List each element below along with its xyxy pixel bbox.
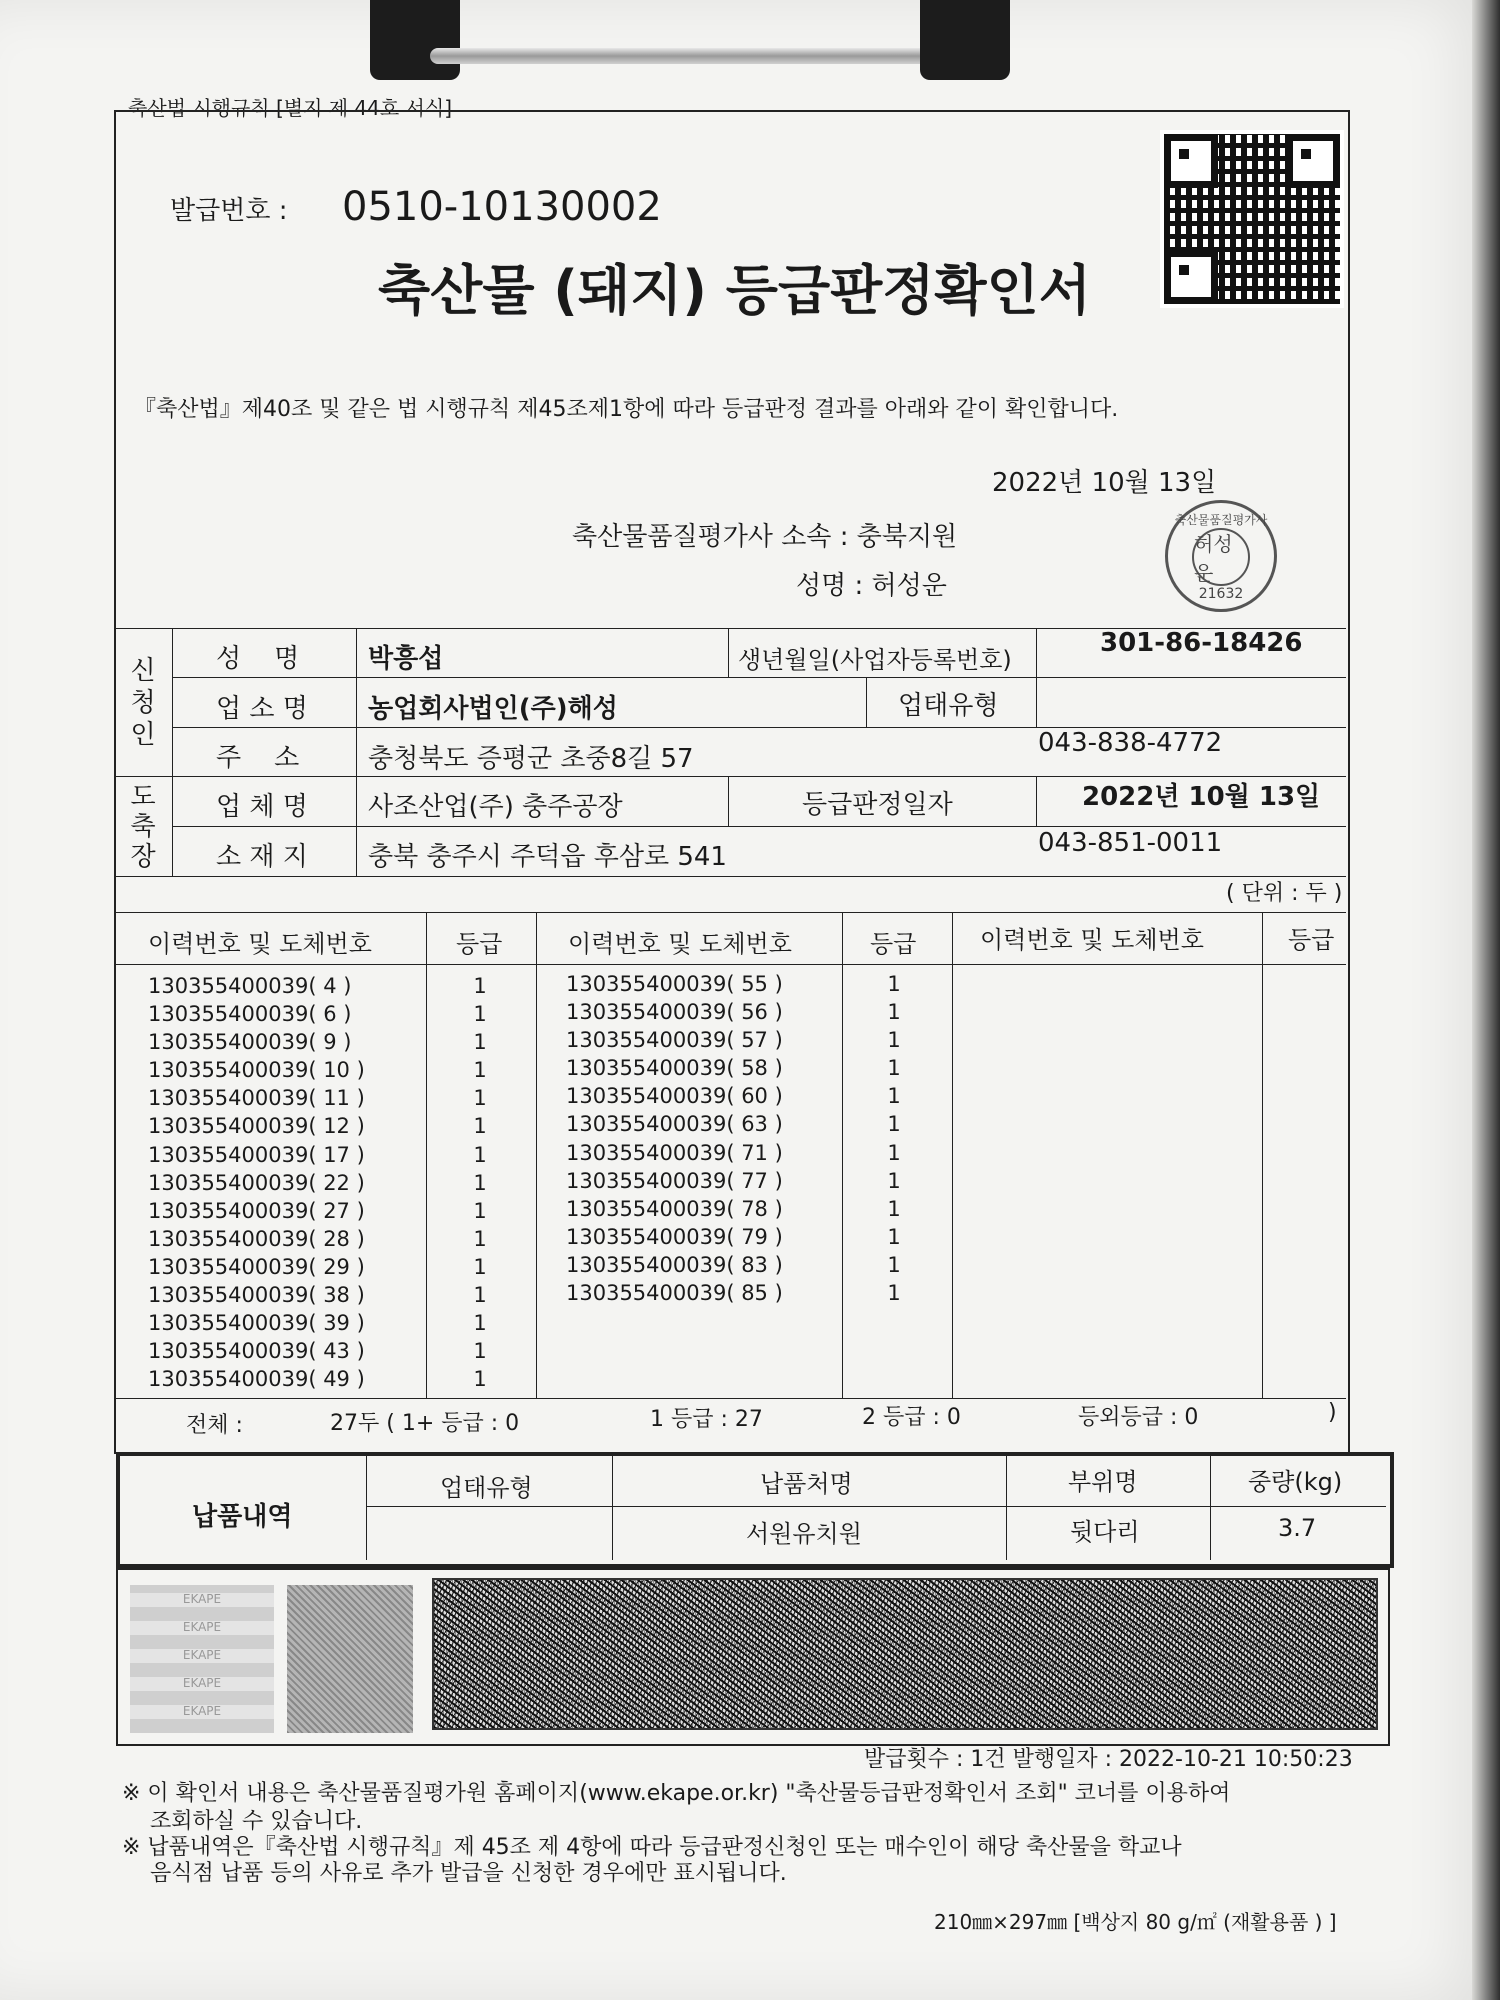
carcass-grade: 1	[473, 1198, 487, 1223]
col1-grade-header: 등급	[456, 930, 503, 958]
note-1a: ※ 이 확인서 내용은 축산물품질평가원 홈페이지(www.ekape.or.kr) "축산물등급판정확인서 조회" 코너를 이용하여	[122, 1781, 1231, 1806]
biztype-label: 업태유형	[898, 691, 999, 721]
carcass-grade: 1	[473, 1142, 487, 1167]
carcass-id: 130355400039( 29 )	[148, 1254, 365, 1279]
carcass-id: 130355400039( 58 )	[566, 1056, 783, 1081]
applicant-name: 박흥섭	[368, 644, 444, 674]
carcass-id: 130355400039( 60 )	[566, 1084, 783, 1109]
carcass-id: 130355400039( 43 )	[148, 1339, 365, 1364]
col1-id-header: 이력번호 및 도체번호	[148, 930, 372, 958]
carcass-grade: 1	[887, 1140, 901, 1165]
slaughterhouse-section-label: 도축장	[130, 782, 156, 872]
delivery-label: 납품내역	[192, 1502, 293, 1532]
carcass-grade: 1	[887, 972, 901, 996]
col3-id-header: 이력번호 및 도체번호	[980, 926, 1204, 954]
carcass-grade: 1	[887, 1224, 901, 1249]
slaughterhouse-name-label: 업 체 명	[216, 792, 308, 822]
carcass-id: 130355400039( 39 )	[148, 1311, 365, 1336]
applicant-section-label: 신청인	[130, 656, 156, 750]
carcass-grade: 1	[473, 1058, 487, 1083]
carcass-grade: 1	[887, 1281, 901, 1306]
delivery-dest-value: 서원유치원	[746, 1520, 862, 1548]
note-1b: 조회하실 수 있습니다.	[150, 1809, 363, 1834]
form-reference: 축산법 시행규칙 [별지 제 44호 서식]	[128, 96, 453, 120]
total-label: 전체 :	[186, 1413, 243, 1438]
intro-text: 『축산법』제40조 및 같은 법 시행규칙 제45조제1항에 따라 등급판정 결과를 아래와 같이 확인합니다.	[134, 397, 1119, 422]
carcass-grade: 1	[887, 1000, 901, 1025]
total-close: )	[1328, 1400, 1337, 1425]
location-label: 소 재 지	[216, 842, 308, 872]
official-seal	[1165, 500, 1277, 612]
delivery-part-value: 뒷다리	[1070, 1518, 1140, 1546]
carcass-grade: 1	[473, 1254, 487, 1279]
carcass-id: 130355400039( 17 )	[148, 1142, 365, 1167]
paper-spec: 210㎜×297㎜ [백상지 80 g/㎡ (재활용품 ) ]	[934, 1910, 1337, 1934]
delivery-weight-value: 3.7	[1278, 1514, 1317, 1542]
seal-arc-text: 축산물품질평가사	[1174, 512, 1268, 527]
carcass-id: 130355400039( 9 )	[148, 1030, 352, 1055]
carcass-grade: 1	[473, 1002, 487, 1027]
carcass-grade: 1	[473, 1226, 487, 1251]
col2-id-list	[566, 970, 783, 1307]
ekape-watermark: EKAPE EKAPE EKAPE EKAPE EKAPE	[130, 1585, 274, 1733]
document-title: 축산물 (돼지) 등급판정확인서	[378, 259, 1091, 322]
company-label: 업 소 명	[216, 694, 308, 724]
birth-label: 생년월일(사업자등록번호)	[738, 646, 1012, 674]
carcass-id: 130355400039( 49 )	[148, 1367, 365, 1392]
carcass-grade: 1	[887, 1056, 901, 1081]
carcass-id: 130355400039( 10 )	[148, 1058, 365, 1083]
clipboard-clip	[370, 0, 1010, 90]
unit-label: ( 단위 : 두 )	[1226, 881, 1343, 906]
delivery-table	[116, 1452, 1394, 1568]
carcass-id: 130355400039( 57 )	[566, 1028, 783, 1053]
carcass-grade: 1	[473, 1311, 487, 1336]
carcass-grade: 1	[473, 1339, 487, 1364]
out-grade-count: 등외등급 : 0	[1078, 1405, 1199, 1430]
carcass-id: 130355400039( 78 )	[566, 1196, 783, 1221]
carcass-grade: 1	[473, 1170, 487, 1195]
carcass-grade: 1	[473, 974, 487, 998]
issue-info: 발급횟수 : 1건 발행일자 : 2022-10-21 10:50:23	[864, 1747, 1353, 1772]
security-pattern	[287, 1585, 413, 1733]
carcass-id: 130355400039( 4 )	[148, 974, 352, 998]
company-name: 농업회사법인(주)해성	[368, 694, 618, 724]
carcass-id: 130355400039( 11 )	[148, 1086, 365, 1111]
delivery-part-header: 부위명	[1068, 1468, 1138, 1496]
delivery-weight-header: 중량(kg)	[1248, 1468, 1343, 1496]
verification-barcode	[432, 1578, 1378, 1730]
grade2-count: 2 등급 : 0	[862, 1405, 961, 1430]
address-label: 주 소	[216, 743, 300, 773]
carcass-grade: 1	[887, 1252, 901, 1277]
carcass-grade: 1	[887, 1084, 901, 1109]
carcass-id: 130355400039( 85 )	[566, 1281, 783, 1306]
evaluator-name: 성명 : 허성운	[796, 571, 947, 601]
carcass-id: 130355400039( 56 )	[566, 1000, 783, 1025]
grading-date-label: 등급판정일자	[802, 790, 953, 820]
carcass-id: 130355400039( 63 )	[566, 1112, 783, 1137]
slaughterhouse-location: 충북 충주시 주덕읍 후삼로 541	[368, 842, 727, 872]
col2-grade-list	[874, 970, 914, 1307]
seal-number: 21632	[1198, 585, 1244, 602]
carcass-id: 130355400039( 6 )	[148, 1002, 352, 1027]
birth-value: 301-86-18426	[1100, 628, 1303, 658]
grade1-count: 1 등급 : 27	[650, 1407, 763, 1432]
col1-id-list	[148, 972, 365, 1393]
applicant-address: 충청북도 증평군 초중8길 57	[368, 744, 694, 774]
carcass-grade: 1	[887, 1112, 901, 1137]
applicant-name-label: 성 명	[216, 644, 300, 674]
slaughterhouse-phone: 043-851-0011	[1038, 828, 1223, 858]
carcass-id: 130355400039( 83 )	[566, 1252, 783, 1277]
qr-code	[1160, 130, 1344, 308]
evaluator-affiliation: 축산물품질평가사 소속 : 충북지원	[572, 522, 958, 552]
carcass-grade: 1	[473, 1283, 487, 1308]
total-head: 27두 ( 1+ 등급 : 0	[330, 1411, 520, 1436]
col2-id-header: 이력번호 및 도체번호	[568, 930, 792, 958]
carcass-id: 130355400039( 12 )	[148, 1114, 365, 1139]
col1-grade-list	[460, 972, 500, 1393]
carcass-id: 130355400039( 55 )	[566, 972, 783, 996]
carcass-grade: 1	[887, 1168, 901, 1193]
applicant-phone: 043-838-4772	[1038, 728, 1223, 758]
note-2a: ※ 납품내역은『축산법 시행규칙』제 45조 제 4항에 따라 등급판정신청인 또는 매수인이 해당 축산물을 학교나	[122, 1835, 1182, 1860]
carcass-grade: 1	[473, 1030, 487, 1055]
carcass-grade: 1	[887, 1028, 901, 1053]
col3-grade-header: 등급	[1288, 926, 1335, 954]
carcass-id: 130355400039( 28 )	[148, 1226, 365, 1251]
issue-number-label: 발급번호 :	[170, 196, 288, 226]
carcass-id: 130355400039( 77 )	[566, 1168, 783, 1193]
carcass-id: 130355400039( 38 )	[148, 1283, 365, 1308]
carcass-id: 130355400039( 27 )	[148, 1198, 365, 1223]
issue-number: 0510-10130002	[342, 184, 662, 230]
carcass-grade: 1	[473, 1367, 487, 1392]
seal-center-text: 허성운	[1194, 531, 1233, 585]
carcass-id: 130355400039( 22 )	[148, 1170, 365, 1195]
slaughterhouse-name: 사조산업(주) 충주공장	[368, 792, 623, 822]
note-2b: 음식점 납품 등의 사유로 추가 발급을 신청한 경우에만 표시됩니다.	[150, 1861, 787, 1886]
delivery-type-header: 업태유형	[440, 1474, 533, 1502]
delivery-dest-header: 납품처명	[760, 1470, 853, 1498]
background-edge	[1472, 0, 1500, 2000]
col2-grade-header: 등급	[870, 930, 917, 958]
confirmation-date: 2022년 10월 13일	[992, 468, 1217, 498]
carcass-grade: 1	[473, 1086, 487, 1111]
carcass-grade: 1	[887, 1196, 901, 1221]
grading-date: 2022년 10월 13일	[1082, 782, 1321, 812]
carcass-grade: 1	[473, 1114, 487, 1139]
carcass-id: 130355400039( 79 )	[566, 1224, 783, 1249]
carcass-id: 130355400039( 71 )	[566, 1140, 783, 1165]
